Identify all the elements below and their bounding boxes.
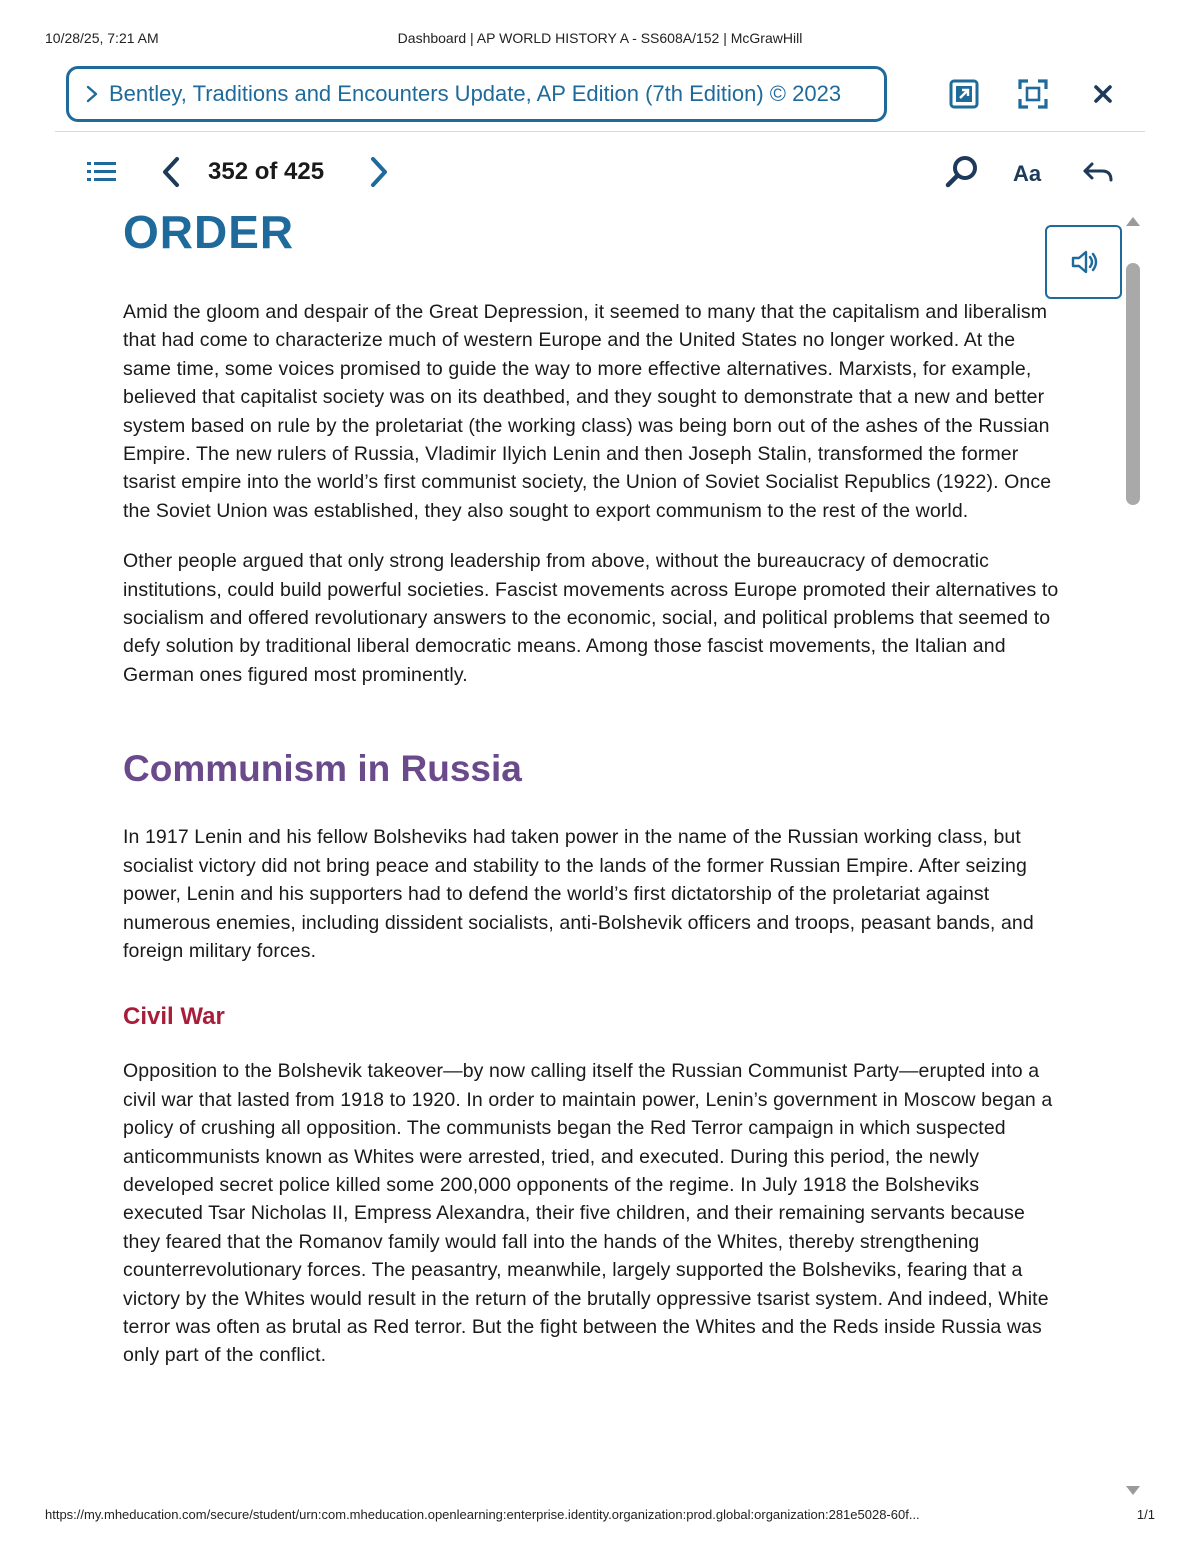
scroll-thumb[interactable]: [1126, 263, 1140, 505]
page-counter: 352 of 425: [208, 158, 325, 185]
print-header: [45, 30, 1155, 48]
book-title: Bentley, Traditions and Encounters Update, AP Edition (7th Edition) © 2023: [109, 81, 842, 106]
svg-text:Aa: Aa: [1013, 161, 1042, 186]
print-url: https://my.mheducation.com/secure/student/urn:com.mheducation.openlearning:enterprise.identity.organization:prod.global:organization:281e5028-60f...: [45, 1507, 920, 1522]
chevron-right-icon: [81, 83, 103, 105]
print-footer: [45, 1507, 1155, 1525]
paragraph-3: In 1917 Lenin and his fellow Bolsheviks had taken power in the name of the Russian working class, but socialist victory did not bring peace and stability to the lands of the former Russian Empire. After seizing power, Lenin and his supporters had to defend the world’s first dictatorship of the proletariat against numerous enemies, including dissident socialists, anti-Bolshevik officers and troops, peasant bands, and foreign military forces.: [123, 826, 1034, 962]
scroll-down-arrow[interactable]: [1126, 1486, 1140, 1495]
print-page-number: 1/1: [1136, 1507, 1155, 1522]
chevron-right-icon[interactable]: [360, 154, 396, 190]
chevron-left-icon[interactable]: [154, 154, 190, 190]
search-icon[interactable]: [944, 154, 980, 190]
close-icon[interactable]: [1087, 78, 1119, 110]
back-arrow-icon[interactable]: [1080, 154, 1116, 190]
table-of-contents-icon[interactable]: [84, 154, 120, 190]
print-datetime: 10/28/25, 7:21 AM: [45, 30, 159, 46]
book-title-bar[interactable]: [66, 66, 887, 122]
fullscreen-icon[interactable]: [1017, 78, 1049, 110]
paragraph-1: Amid the gloom and despair of the Great Depression, it seemed to many that the capitalism and liberalism that had come to characterize much of western Europe and the United States no longer worked. At the same time, some voices promised to guide the way to more effective alternatives. Marxists, for example, believed that capitalist society was on its deathbed, and they sought to demonstrate that a new and better system based on rule by the proletariat (the working class) was being born out of the ashes of the Russian Empire. The new rulers of Russia, Vladimir Ilyich Lenin and then Joseph Stalin, transformed the former tsarist empire into the world’s first communist society, the Union of Soviet Socialist Republics (1922). Once the Soviet Union was established, they also sought to export communism to the rest of the world.: [123, 301, 1052, 522]
scroll-up-arrow[interactable]: [1126, 217, 1140, 226]
sub-subsection-heading: Civil War: [123, 1003, 225, 1031]
paragraph-4: Opposition to the Bolshevik takeover—by now calling itself the Russian Communist Party—erupted into a civil war that lasted from 1918 to 1920. In order to maintain power, Lenin’s government in Moscow began a policy of crushing all opposition. The communists began the Red Terror campaign in which suspected anticommunists known as Whites were arrested, tried, and executed. During this period, the newly developed secret police killed some 200,000 opponents of the regime. In July 1918 the Bolsheviks executed Tsar Nicholas II, Empress Alexandra, their five children, and their remaining servants because they feared that the Romanov family would fall into the hands of the Whites, thereby strengthening counterrevolutionary forces. The peasantry, meanwhile, largely supported the Bolsheviks, fearing that a victory by the Whites would result in the return of the brutally oppressive tsarist system. And indeed, White terror was often as brutal as Red terror. But the fight between the Whites and the Reds inside Russia was only part of the conflict.: [123, 1060, 1053, 1367]
content-scrollbar[interactable]: [1124, 215, 1142, 1495]
print-page-title: Dashboard | AP WORLD HISTORY A - SS608A/152 | McGrawHill: [397, 30, 803, 46]
speaker-icon: [1069, 247, 1099, 277]
subsection-heading: Communism in Russia: [123, 748, 522, 790]
text-size-icon[interactable]: [1012, 154, 1048, 190]
reader-content: [123, 200, 1063, 1500]
section-heading: ORDER: [123, 206, 295, 258]
toolbar-divider: [55, 131, 1145, 132]
paragraph-2: Other people argued that only strong leadership from above, without the bureaucracy of democratic institutions, could build powerful societies. Fascist movements across Europe promoted their alternatives to socialism and offered revolutionary answers to the economic, social, and political problems that seemed to defy solution by traditional liberal democratic means. Among those fascist movements, the Italian and German ones figured most prominently.: [123, 550, 1059, 686]
open-external-icon[interactable]: [948, 78, 980, 110]
